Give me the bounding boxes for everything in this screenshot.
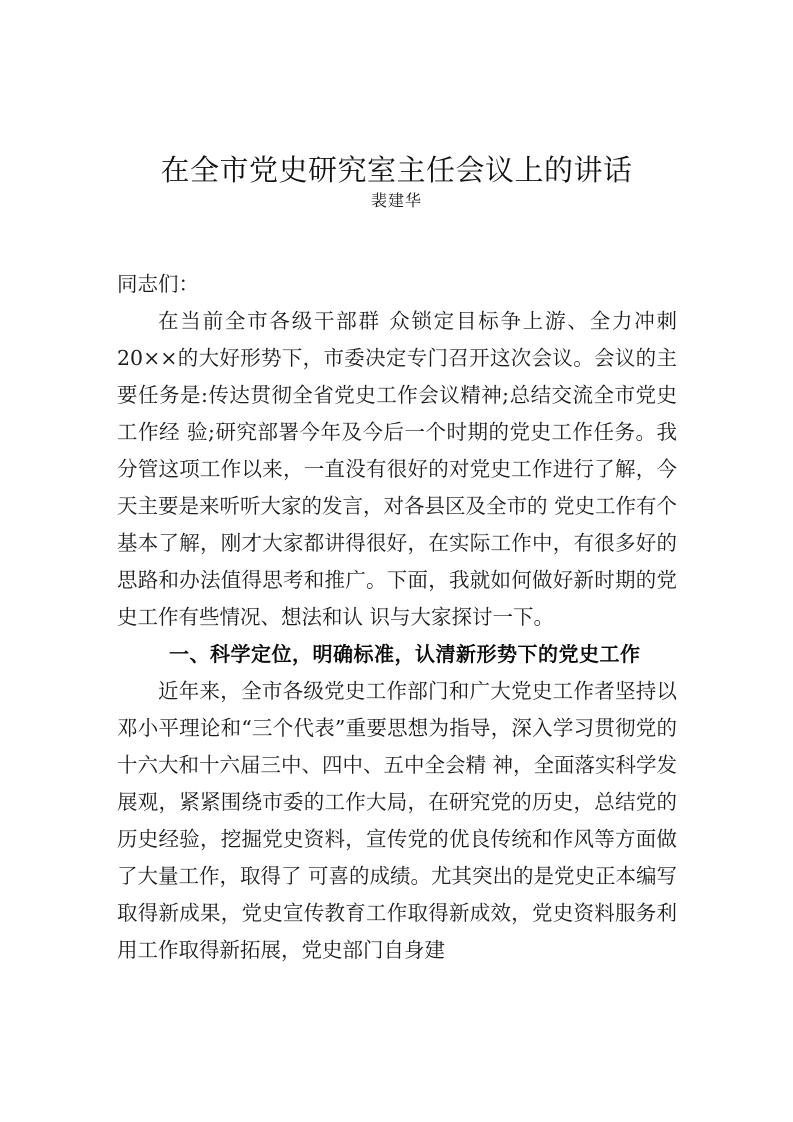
section-1-paragraph-1: 近年来，全市各级党史工作部门和广大党史工作者坚持以邓小平理论和“三个代表”重要思想为指导，深入学习贯彻党的十六大和十六届三中、四中、五中全会精 神，全面落实科学发展观，紧紧围绕市委的工作大局，在研究党的历史，总结党的历史经验，挖掘党史资料，宣传党的优良传统和作风等方面做了大量工作，取得了 可喜的成绩。尤其突出的是党史正本编写取得新成果，党史宣传教育工作取得新成效，党史资料服务利用工作取得新拓展，党史部门自身建: [117, 679, 678, 962]
document-body: [117, 266, 677, 969]
intro-paragraph: 在当前全市各级干部群 众锁定目标争上游、全力冲刺20××的大好形势下，市委决定专门召开这次会议。会议的主要任务是:传达贯彻全省党史工作会议精神;总结交流全市党史工作经 验;研究部署今年及今后一个时期的党史工作任务。我分管这项工作以来，一直没有很好的对党史工作进行了解，今天主要是来听听大家的发言，对各县区及全市的 党史工作有个基本了解，刚才大家都讲得很好，在实际工作中，有很多好的思路和办法值得思考和推广。下面，我就如何做好新时期的党史工作有些情况、想法和认 识与大家探讨一下。: [117, 309, 678, 629]
document-author: 裴建华: [370, 191, 422, 210]
salutation-line: 同志们：: [117, 272, 199, 296]
page-title: 在全市党史研究室主任会议上的讲话: [160, 153, 633, 188]
section-heading-1: 一、科学定位，明确标准，认清新形势下的党史工作: [169, 642, 641, 666]
